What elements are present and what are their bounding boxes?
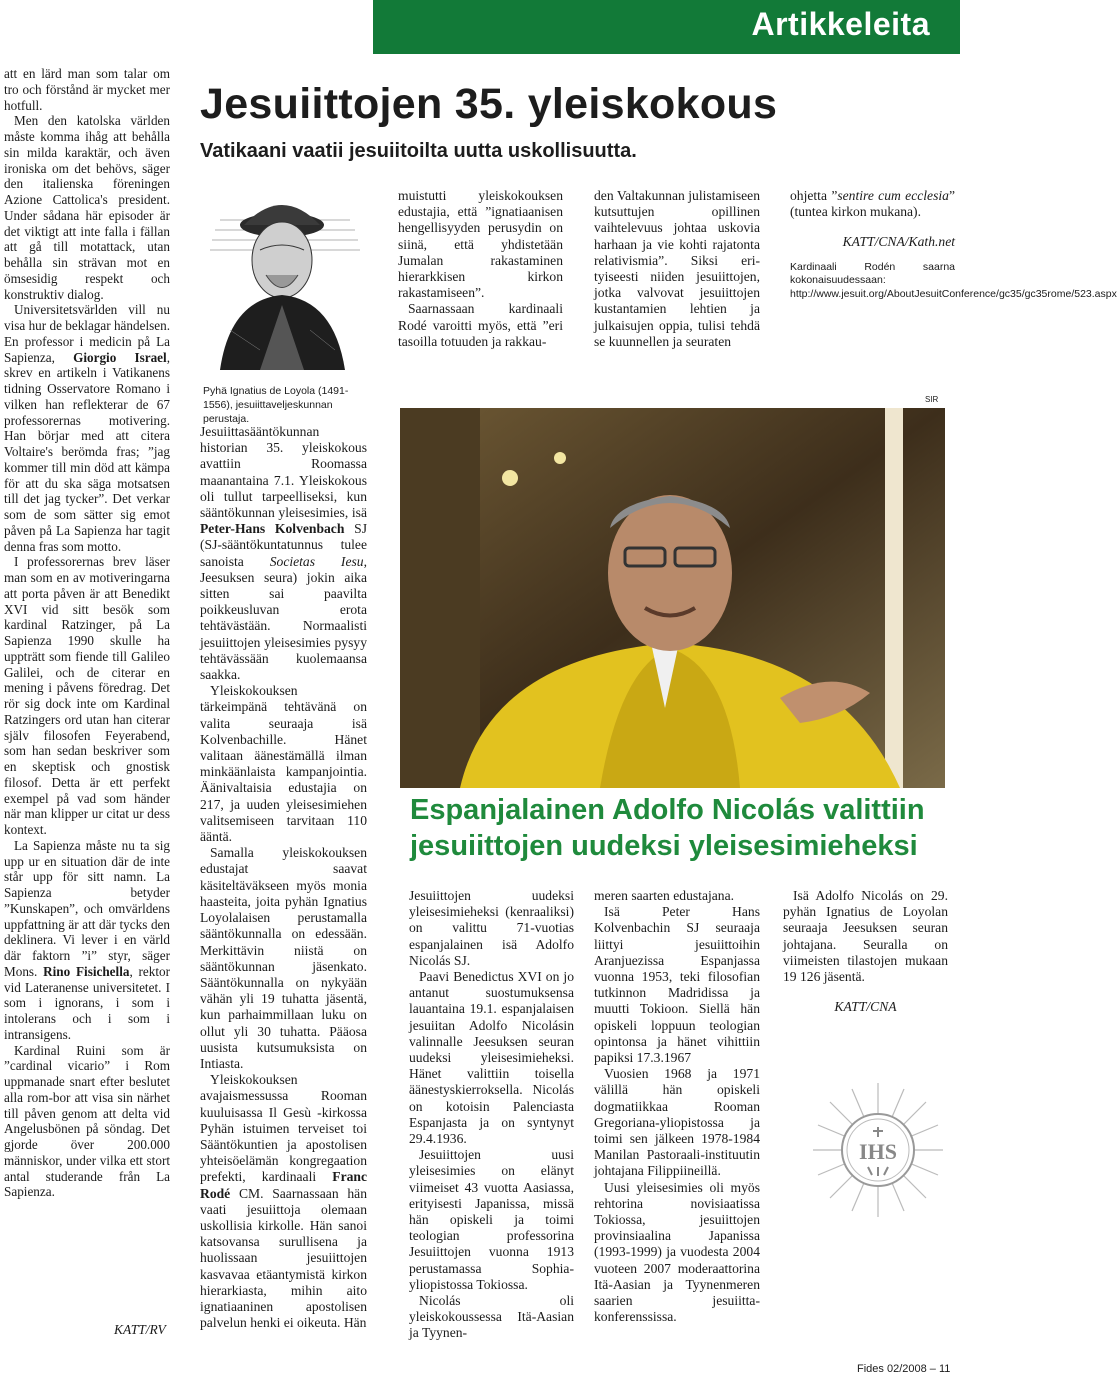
column-5 [790, 188, 1117, 301]
col2-paragraph-1: Jesuiittasääntökunnan historian 35. yleiskokous avattiin Roomassa maanantaina 7.1. Yleiskokous oli tullut tarpeelliseksi, kun sääntökunnan yleisesimies, isä Peter-Hans Kolvenbach SJ (SJ-sääntökuntatunnus tulee sanoista Societas Iesu, Jeesuksen seura) jokin aika sitten sai paavilta poikkeusluvan erota tehtävästään. Normaalisti jesuiittojen yleisesimies pysyy tehtävässään kuolemaansa saakka. [200, 424, 367, 683]
col5-paragraph-1: ohjetta ”sentire cum ecclesia” (tuntea kirkon mukana). [790, 188, 955, 220]
left-paragraph-4: I professorernas brev läser man som en av motiveringarna att porta påven är att Benedikt XVI vid sitt besök som kardinal Ratzinger, på La Sapienza 1990 skulle ha uppträtt som fiende till Galileo Galilei, och de citerar en mening i påvens föredrag. Det rör sig dock inte om Kardinal Ratzingers ord utan han citerar själv filosofen Feyerabend, som han sedan beskriver som en skeptisk och gnostisk filosof. Detta är ett perfekt exempel på vad som händer när man klipper ur citat ur dess kontext. [4, 554, 170, 837]
ihs-emblem-icon [808, 1075, 948, 1225]
left-paragraph-3: Universitetsvärlden vill nu visa hur de beklagar händelsen. En professor i medicin på La Sapienza, Giorgio Israel, skrev en artikeln i Vatikanens tidning Osservatore Romano i vilken han reflekterar de 67 professorernas motivering. Han börjar med att citera Voltaire's berömda fras; ”jag kommer till min död att kämpa för att du ska säga motsatsen till det jag tycker”. Det verkar som de som sätter sig emot påven på La Sapienza har tagit denna fras som motto. [4, 302, 170, 554]
person-name-fisichella: Rino Fisichella [43, 963, 130, 979]
nicolas-paragraph-7: Vuosien 1968 ja 1971 välillä hän opiskeli dogmatiikkaa Rooman Gregoriana-yliopistossa ja toimi sen jälkeen 1978-1984 Manilan Pastoraali-instituutin johtajana Filippiineillä. [594, 1066, 760, 1179]
nicolas-column-1 [409, 888, 574, 1342]
column-3 [398, 188, 563, 350]
left-paragraph-1: att en lärd man som talar om tro och förstånd är mycket mer hotfull. [4, 66, 170, 113]
nicolas-column-2 [594, 888, 760, 1325]
nicolas-paragraph-6: Isä Peter Hans Kolvenbachin SJ seuraaja liittyi jesuiittoihin Aranjuezissa Espanjassa vuonna 1953, teki filosofian tutkinnon Madridissa ja muutti Tokioon. Siellä hän opiskeli loppuun teologian opintonsa ja hänet vihittiin papiksi 17.3.1967 [594, 904, 760, 1066]
section-banner [373, 0, 960, 54]
left-signature: KATT/RV [114, 1322, 166, 1337]
nicolas-paragraph-1: Jesuiittojen uudeksi yleisesimieheksi (kenraaliksi) on valittu 71-vuotias espanjalainen isä Adolfo Nicolás SJ. [409, 888, 574, 968]
person-name-rode: Franc Rodé [200, 1169, 367, 1201]
nicolas-paragraph-8: Uusi yleisesimies oli myös rehtorina novisiaatissa Tokiossa, jesuiittojen provinsiaalina Japanissa (1993-1999) ja vuodesta 2004 vuoteen 2007 moderaattorina Itä-Aasian ja Tyynenmeren saarien jesuiitta-konferenssissa. [594, 1179, 760, 1325]
col5-signature: KATT/CNA/Kath.net [842, 234, 955, 250]
person-name-kolvenbach: Peter-Hans Kolvenbach [200, 521, 345, 537]
portrait-ignatius-image [200, 180, 365, 370]
left-column [4, 66, 170, 1200]
nicolas-paragraph-5: meren saarten edustajana. [594, 888, 735, 903]
nicolas-paragraph-4: Nicolás oli yleiskokoussessa Itä-Aasian ja Tyynen- [409, 1293, 574, 1341]
column-4 [594, 188, 760, 350]
left-paragraph-5: La Sapienza måste nu ta sig upp ur en situation där de inte står upp för sitt namn. La Sapienza betyder ”Kunskapen”, och omvärldens uppfattning är att där tycks den deklinera. Vi lever i en värld där faktorn ”i” styr, säger Mons. Rino Fisichella, rektor vid Lateranense universitetet. I som i ignorans, i som i intolerans och i som i intransigens. [4, 837, 171, 1042]
nicolas-paragraph-3: Jesuiittojen uusi yleisesimies on elänyt viimeiset 43 vuotta Aasiassa, erityisesti Japanissa, missä hän opiskeli ja toimi teologian professorina Jesuiittojen vuonna 1913 perustamassa Sophia-yliopistossa Tokiossa. [409, 1147, 574, 1292]
col2-paragraph-3: Samalla yleiskokouksen edustajat saavat käsiteltäväkseen myös monia haasteita, joita pyhän Ignatius Loyolalaisen perustamalla sääntökunnalla on edessään. Merkittävin niistä on sääntökunnan jäsenkato. Sääntökunnalla on nykyään vähän yli 19 tuhatta jäsentä, kun parhaimmillaan luku on ollut yli 30 tuhatta. Pääosa uusista kutsumuksista on Intiasta. [200, 845, 367, 1071]
left-paragraph-2: Men den katolska världen måste komma ihåg att behålla sin milda karaktär, och även ironiska om det behövs, säger den italienska föreningen Azione Cattolica's president. Under sådana här episoder är det viktigt att inte falla i fällan att gå till motattack, utan behålla sin strävan mot en ömsesidig respekt och konstruktiv dialog. [4, 113, 170, 302]
nicolas-paragraph-2: Paavi Benedictus XVI on jo antanut suostumuksensa lauantaina 19.1. espanjalaisen jesuiitan Adolfo Nicolásin valinnalle Jeesuksen seuran uudeksi yleisesimieheksi. Hänet valittiin toisella äänestyskierroksella. Nicolás on kotoisin Palenciasta Espanjasta ja on syntynyt 29.4.1936. [409, 969, 574, 1147]
col2-paragraph-2: Yleiskokouksen tärkeimpänä tehtävänä on valita seuraaja isä Kolvenbachille. Hänet valitaan äänestämällä ilman minkäänlaista kampanjointia. Äänivaltaisia edustajia on 217, ja uuden yleisesimiehen valitsemiseen tarvitaan 110 ääntä. [200, 683, 367, 845]
page-footer: Fides 02/2008 – 11 [857, 1363, 951, 1375]
col4-paragraph-1: den Valtakunnan julistamiseen kutsuttujen opillinen vaihtelevuus johtaa uskovia harhaan ja vie kohti rajatonta relativismia”. Siksi eri-tyiseesti niiden jesuiittojen, jotka valvovat jesuiittojen kustantamien lehtien ja julkaisujen oppia, tulisi tehdä se kuunnellen ja seuraten [594, 188, 760, 349]
article-subtitle: Vatikaani vaatii jesuiitoilta uutta uskollisuutta. [200, 140, 637, 162]
section-label: Artikkeleita [751, 6, 930, 42]
nicolas-paragraph-9: Isä Adolfo Nicolás on 29. pyhän Ignatius de Loyolan seuraaja Jeesuksen seuran johtajana. Seuralla on viimeisten tilastojen mukaan 19 126 jäsentä. [783, 888, 948, 985]
col3-paragraph-1: muistutti yleiskokouksen edustajia, että ”ignatiaanisen hengellisyyden perusydin on siinä, että yhdistetään Jumalan rakastaminen hierarkkisen kirkon rakastamiseen”. [398, 188, 563, 301]
article-title: Jesuiittojen 35. yleiskokous [200, 80, 778, 128]
photo-credit: SIR [925, 395, 939, 404]
nicolas-signature: KATT/CNA [834, 999, 897, 1015]
ihs-letters: IHS [859, 1139, 897, 1164]
portrait-caption: Pyhä Ignatius de Loyola (1491-1556), jesuiittaveljeskunnan perustaja. [203, 385, 349, 425]
nicolas-headline: Espanjalainen Adolfo Nicolás valittiin jesuiittojen uudeksi yleisesimieheksi [410, 794, 925, 862]
col2-paragraph-4: Yleiskokouksen avajaismessussa Rooman kuuluisassa Il Gesù -kirkossa Pyhän istuimen terveiset toi Sääntökuntien ja apostolisen yhteisöelämän kongregaation prefekti, kardinaali Franc Rodé CM. Saarnassaan hän vaati jesuiittoja olemaan uskollisia kirkolle. Hän sanoi katsovansa surullisena ja huolissaan jesuiittojen kasvavaa etäantymistä kirkon hierarkiasta, mihin aito ignatiaaninen apostolisen palvelun henki ei oikeuta. Hän [200, 1072, 367, 1331]
left-paragraph-6: Kardinal Ruini som är ”cardinal vicario” i Rom uppmanade snart efter beslutet alla rom-bor att visa sin närhet till påven genom att delta vid Angelusbönen på söndag. Det gjorde över 200.000 människor, under vilka ett stort antal studerande från La Sapienza. [4, 1042, 170, 1200]
nicolas-photo-image [400, 408, 945, 788]
col3-paragraph-2: Saarnassaan kardinaali Rodé varoitti myös, että ”eri tasoilla totuuden ja rakkau- [398, 301, 563, 349]
person-name-israel: Giorgio Israel [73, 349, 167, 365]
column-2 [200, 424, 367, 1331]
nicolas-column-3 [783, 888, 948, 1015]
col5-note-url: Kardinaali Rodén saarna kokonaisuudessaan: http://www.jesuit.org/AboutJesuitConference/gc35/gc35rome/523.aspx [790, 260, 1117, 300]
